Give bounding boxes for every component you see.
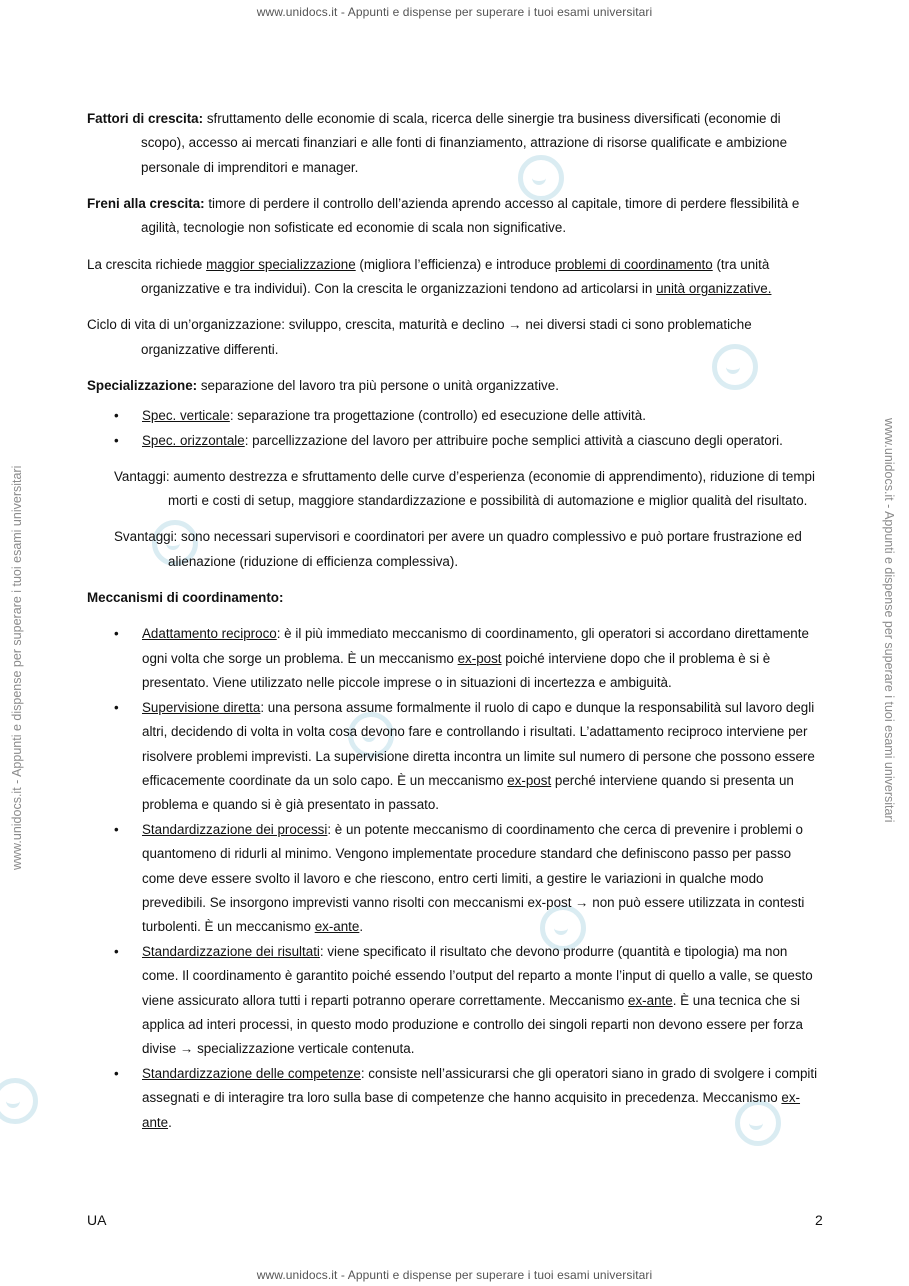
paragraph-growth-requirements: [87, 253, 822, 302]
watermark-left-margin: www.unidocs.it - Appunti e dispense per superare i tuoi esami universitari: [10, 465, 24, 870]
list-item: [87, 622, 822, 695]
paragraph-specialization: [87, 374, 822, 398]
page-number: 2: [815, 1212, 823, 1228]
list-item-text: : consiste nell’assicurarsi che gli operatori siano in grado di svolgere i compiti assegnati e di interagire tra loro sulla base di competenze che hanno acquisito in precedenza. Meccanismo: [142, 1065, 818, 1106]
list-item-text: : una persona assume formalmente il ruolo di capo e dunque la responsabilità sul lavoro degli altri, decidendo di volta in volta cosa devono fare e controllando i risultati. L’adattamento reciproco interviene per risolvere problemi imprevisti. La supervisione diretta incontra un limite sul numero di persone che possono essere efficacemente coordinate da un solo capo. È un meccanismo: [142, 699, 815, 788]
list-item-text: .: [359, 919, 364, 935]
watermark-header: www.unidocs.it - Appunti e dispense per superare i tuoi esami universitari: [256, 5, 653, 19]
paragraph-disadvantages: Svantaggi: sono necessari supervisori e coordinatori per avere un quadro complessivo e può portare frustrazione ed alienazione (riduzione di efficienza complessiva).: [114, 529, 802, 569]
list-item: [87, 940, 822, 1062]
list-item-text: : viene specificato il risultato che devono produrre (quantità e tipologia) ma non come. Il coordinamento è garantito poiché essendo l’output del reparto a monte l’input di quello a valle, se questo viene assicurato allora tutti i reparti potranno operare correttamente. Meccanismo: [142, 943, 813, 1008]
list-item-text: .: [168, 1114, 172, 1130]
paragraph-growth-factors: [87, 107, 822, 180]
term-label: Fattori di crescita:: [87, 111, 204, 126]
underlined-term: ex-ante: [142, 1090, 801, 1130]
term-label: Meccanismi di coordinamento:: [87, 590, 284, 606]
underlined-term: problemi di coordinamento: [554, 256, 713, 272]
underlined-term: Spec. orizzontale: [142, 432, 245, 448]
underlined-term: ex-post: [457, 650, 502, 666]
list-item-text: perché interviene quando si presenta un problema e quando si è già presentato in passato.: [142, 772, 794, 813]
underlined-term: Adattamento reciproco: [142, 626, 277, 642]
watermark-right-margin: www.unidocs.it - Appunti e dispense per superare i tuoi esami universitari: [882, 418, 896, 823]
paragraph-life-cycle: Ciclo di vita di un’organizzazione: sviluppo, crescita, maturità e declino → nei diversi stadi ci sono problematiche organizzative differenti.: [87, 317, 752, 357]
list-item: [87, 818, 822, 940]
section-heading-coordination: [87, 586, 822, 610]
term-label: Freni alla crescita:: [87, 196, 205, 212]
underlined-term: ex-post: [507, 772, 552, 788]
paragraph-text: timore di perdere il controllo dell’azienda aprendo accesso al capitale, timore di perdere flessibilità e agilità, tecnologie non sofisticate ed economie di scala non significative.: [141, 196, 800, 236]
term-label: Specializzazione:: [87, 377, 198, 393]
watermark-logo-icon: [0, 1078, 38, 1124]
list-item: [87, 404, 822, 428]
list-item-text: poiché interviene dopo che il problema è si è presentato. Viene utilizzato nelle piccole imprese o in situazioni di incertezza e ambiguità.: [142, 650, 771, 691]
specialization-list: [87, 404, 822, 453]
paragraph-text: La crescita richiede: [87, 256, 207, 272]
underlined-term: Standardizzazione dei risultati: [142, 943, 320, 959]
paragraph-text: (migliora l’efficienza) e introduce: [355, 256, 555, 272]
underlined-term: Supervisione diretta: [142, 699, 261, 715]
paragraph-text: separazione del lavoro tra più persone o unità organizzative.: [197, 377, 559, 393]
underlined-term: Standardizzazione delle competenze: [142, 1065, 361, 1081]
underlined-term: ex-ante: [628, 992, 673, 1008]
list-item: [87, 696, 822, 818]
watermark-footer: www.unidocs.it - Appunti e dispense per superare i tuoi esami universitari: [256, 1268, 653, 1282]
list-item-text: : separazione tra progettazione (controllo) ed esecuzione delle attività.: [229, 408, 646, 424]
underlined-term: unità organizzative.: [656, 281, 772, 297]
footer-label: UA: [87, 1212, 107, 1228]
list-item: [87, 429, 822, 453]
paragraph-text: sfruttamento delle economie di scala, ricerca delle sinergie tra business diversificati (economie di scopo), accesso ai mercati finanziari e alle fonti di finanziamento, attrazione di risorse qualificate e ambizione personale di imprenditori e manager.: [141, 111, 788, 175]
document-body: [87, 107, 822, 1147]
list-item-text: . È una tecnica che si applica ad interi processi, in questo modo produzione e controllo dei singoli reparti non devono essere per forza divise → specializzazione verticale contenuta.: [142, 992, 803, 1057]
underlined-term: ex-ante: [314, 919, 360, 935]
list-item-text: : è un potente meccanismo di coordinamento che cerca di prevenire i problemi o quantomeno di ridurli al minimo. Vengono implementate procedure standard che definiscono passo per passo come deve essere svolto il lavoro e che riescono, entro certi limiti, a gestire le variazioni in qualche modo prevedibili. Se insorgono imprevisti vanno risolti con meccanismi ex-post → non può essere utilizzata in contesti turbolenti. È un meccanismo: [142, 821, 805, 935]
underlined-term: Spec. verticale: [142, 408, 230, 424]
coordination-mechanisms-list: [87, 622, 822, 1135]
underlined-term: Standardizzazione dei processi: [142, 821, 328, 837]
paragraph-growth-brakes: [87, 192, 822, 241]
underlined-term: maggior specializzazione: [206, 256, 356, 272]
paragraph-advantages: Vantaggi: aumento destrezza e sfruttamento delle curve d’esperienza (economie di apprendimento), riduzione di tempi morti e costi di setup, maggiore standardizzazione e possibilità di automazione e miglior qualità del risultato.: [114, 468, 815, 509]
list-item-text: : parcellizzazione del lavoro per attribuire poche semplici attività a ciascuno degli operatori.: [244, 432, 783, 448]
paragraph-text: (tra unità organizzative e tra individui). Con la crescita le organizzazioni tendono ad articolarsi in: [141, 256, 770, 297]
list-item-text: : è il più immediato meccanismo di coordinamento, gli operatori si accordano direttamente ogni volta che sorge un problema. È un meccanismo: [142, 626, 809, 666]
list-item: [87, 1062, 822, 1135]
